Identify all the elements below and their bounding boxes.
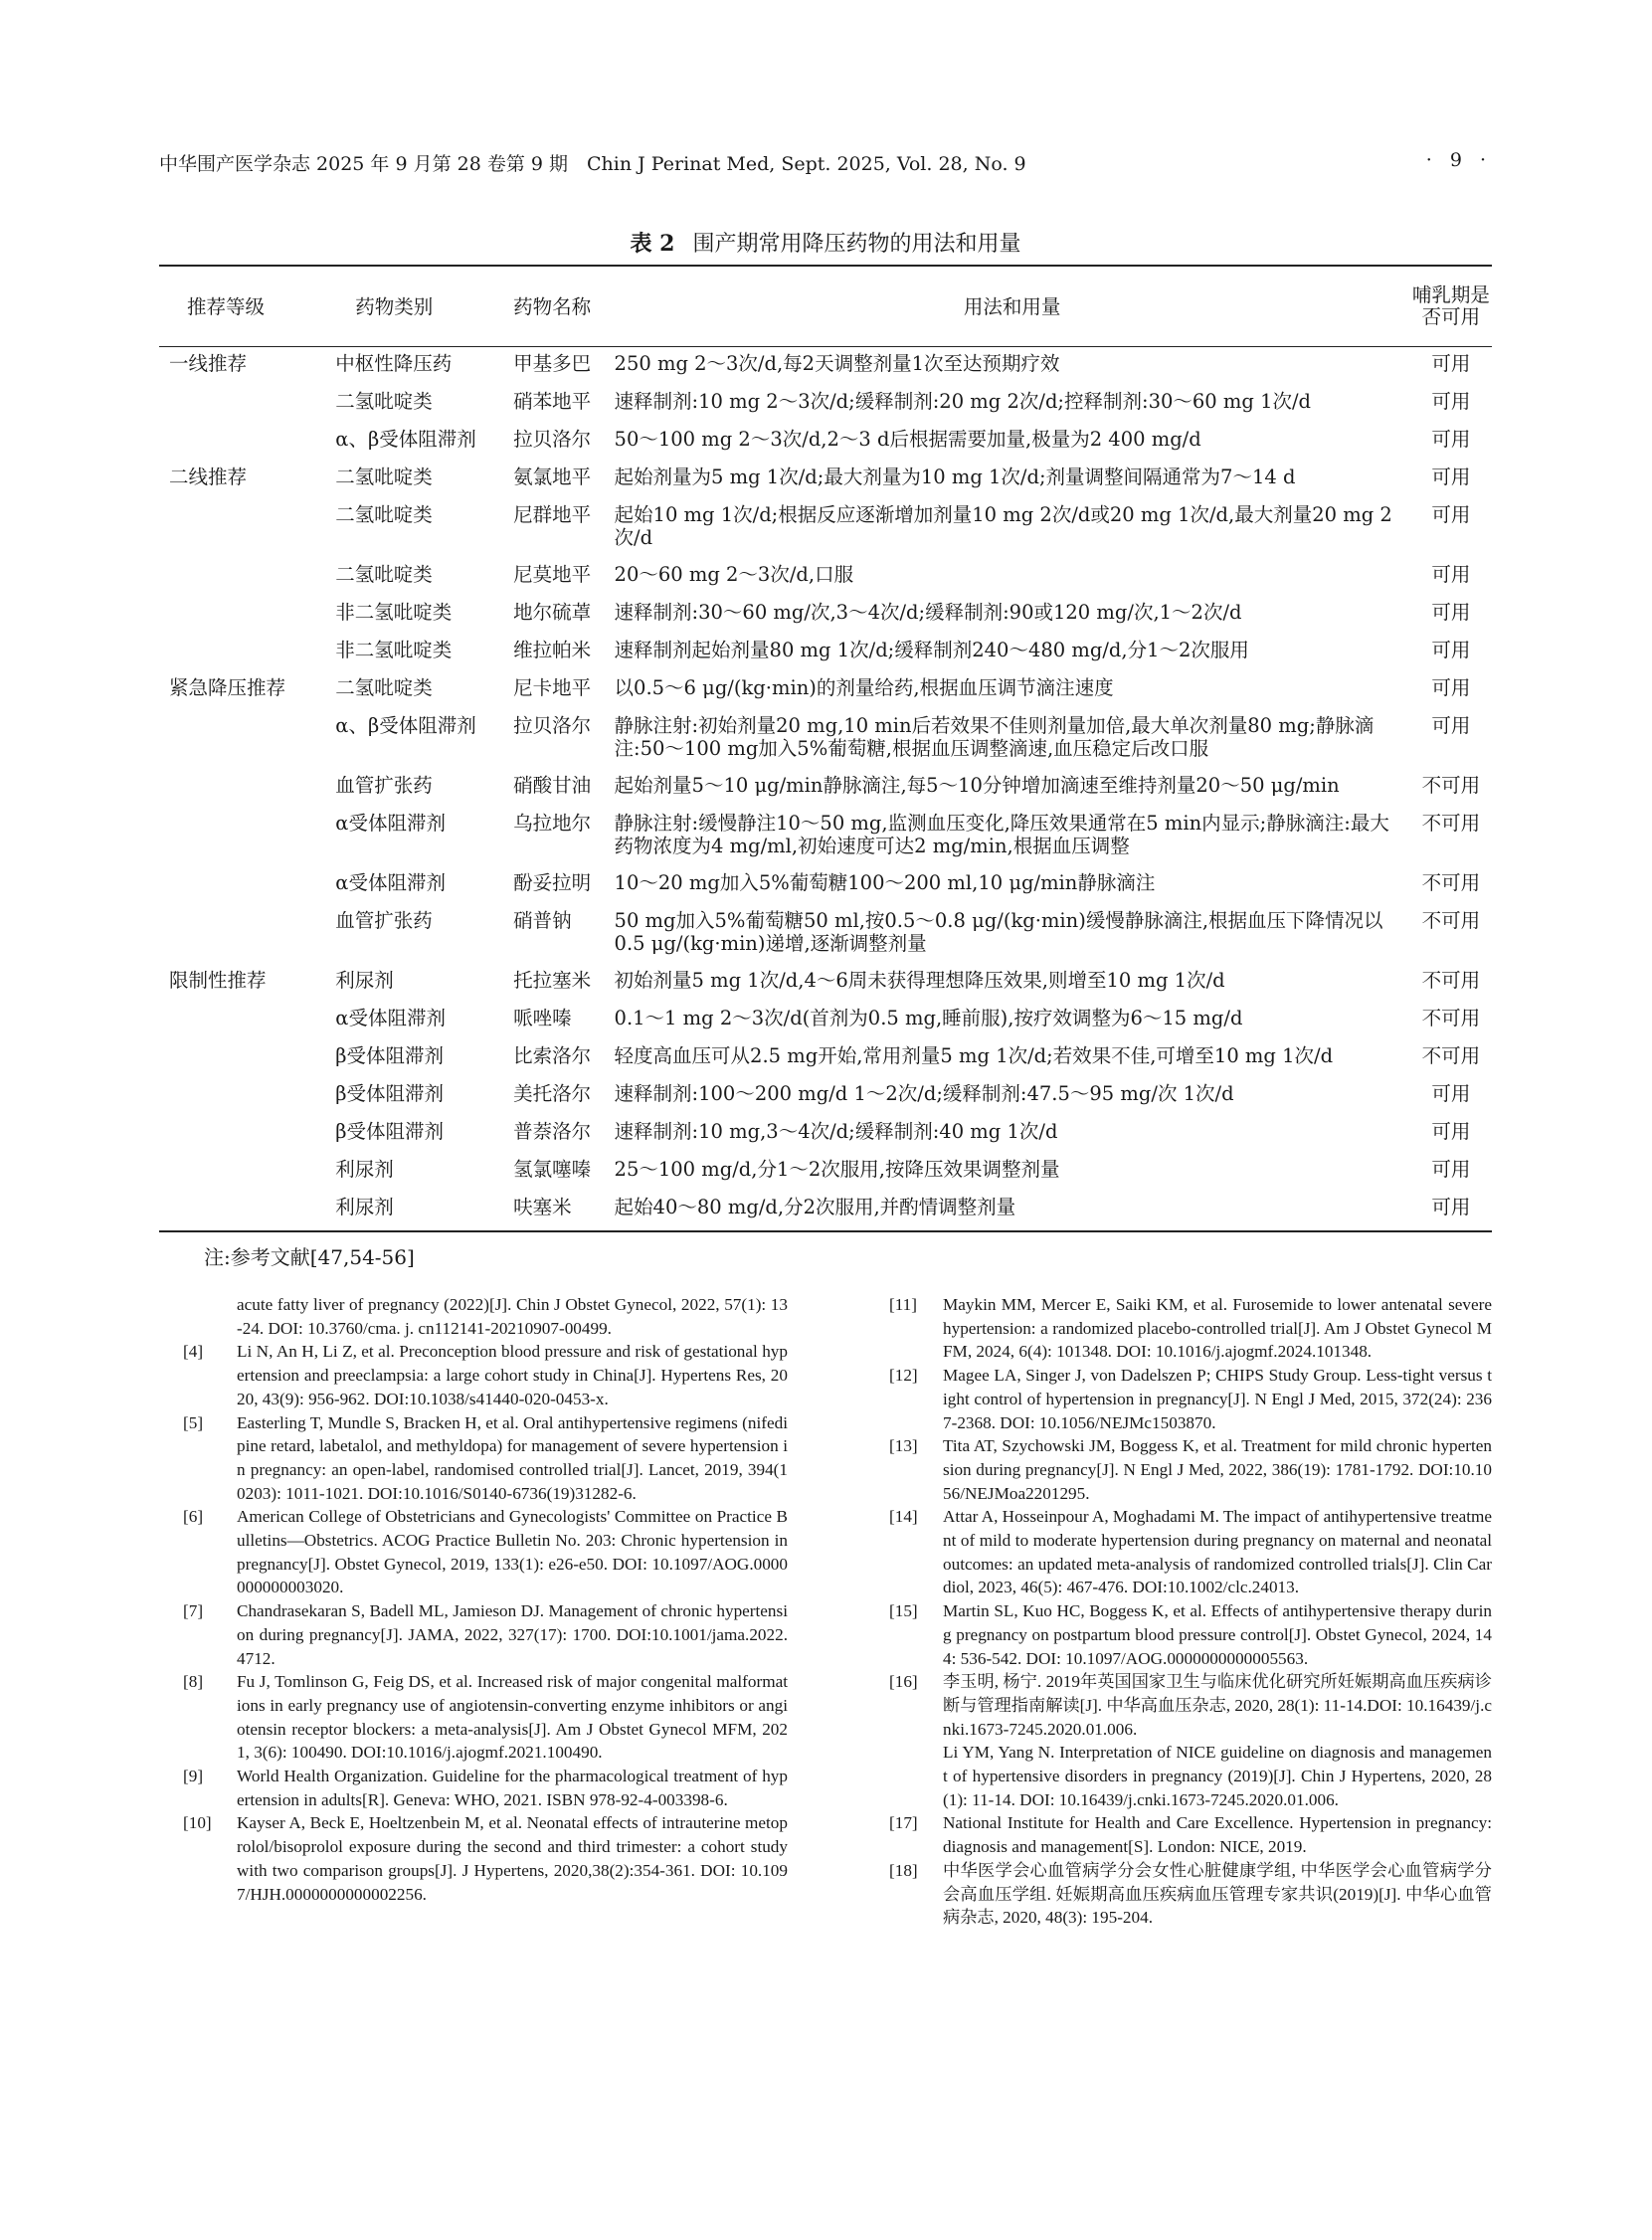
running-header [159, 149, 1492, 179]
cell-drug-class: 二氢吡啶类 [335, 503, 433, 526]
cell-usage: 轻度高血压可从2.5 mg开始,常用剂量5 mg 1次/d;若效果不佳,可增至10 mg 1次/d [614, 1044, 1334, 1067]
cell-usage: 静脉注射:缓慢静注10～50 mg,监测血压变化,降压效果通常在5 min内显示;静脉滴注:最大药物浓度为4 mg/ml,初始速度可达2 mg/min,根据血压调整 [614, 812, 1389, 857]
reference-text: Kayser A, Beck E, Hoeltzenbein M, et al. Neonatal effects of intrauterine metoprolol/bisoprolol exposure during the second and third trimester: a cohort study with two comparison groups[J]. J Hypertens, 2020,38(2):354-361. DOI: 10.1097/HJH.0000000000002256. [237, 1813, 788, 1904]
cell-drug-name: 比索洛尔 [513, 1044, 592, 1067]
reference-text: acute fatty liver of pregnancy (2022)[J]. Chin J Obstet Gynecol, 2022, 57(1): 13-24. DOI: 10.3760/cma. j. cn112141-20210907-00499. [237, 1295, 788, 1338]
reference-item [159, 1505, 788, 1599]
cell-level [159, 497, 335, 557]
cell-breastfeeding: 可用 [1431, 1120, 1471, 1143]
dosage-table [159, 267, 1492, 1227]
cell-drug-class: 中枢性降压药 [335, 352, 453, 375]
reference-number: [6] [183, 1507, 204, 1527]
reference-item [865, 1670, 1492, 1741]
table-number: 表 2 [630, 231, 675, 257]
reference-number: [18] [889, 1860, 918, 1880]
table-row [159, 1190, 1492, 1227]
cell-drug-name: 尼群地平 [513, 503, 592, 526]
cell-breastfeeding: 可用 [1431, 503, 1471, 526]
table-row [159, 768, 1492, 806]
cell-usage: 0.1～1 mg 2～3次/d(首剂为0.5 mg,睡前服),按疗效调整为6～15 mg/d [614, 1007, 1243, 1029]
table-row [159, 670, 1492, 708]
cell-breastfeeding: 可用 [1431, 428, 1471, 451]
cell-drug-name: 硝普钠 [513, 909, 572, 932]
cell-drug-name: 地尔硫䓬 [513, 601, 592, 624]
cell-usage: 20～60 mg 2～3次/d,口服 [614, 563, 854, 586]
cell-level [159, 595, 335, 633]
table-caption [159, 227, 1492, 258]
reference-number: [4] [183, 1342, 204, 1362]
cell-breastfeeding: 不可用 [1421, 1044, 1481, 1067]
cell-breastfeeding: 可用 [1431, 352, 1471, 375]
cell-level: 限制性推荐 [169, 969, 267, 992]
reference-number: [15] [889, 1601, 918, 1621]
cell-breastfeeding: 不可用 [1421, 909, 1481, 932]
cell-drug-name: 尼莫地平 [513, 563, 592, 586]
cell-usage: 起始40～80 mg/d,分2次服用,并酌情调整剂量 [614, 1196, 1016, 1218]
cell-usage: 起始剂量5～10 μg/min静脉滴注,每5～10分钟增加滴速至维持剂量20～50 μg/min [614, 774, 1340, 797]
table-row [159, 346, 1492, 384]
cell-breastfeeding: 不可用 [1421, 871, 1481, 894]
reference-text: Tita AT, Szychowski JM, Boggess K, et al. Treatment for mild chronic hypertension during pregnancy[J]. N Engl J Med, 2022, 386(19): 1781-1792. DOI:10.1056/NEJMoa2201295. [943, 1436, 1492, 1503]
reference-item [865, 1505, 1492, 1599]
cell-level [159, 768, 335, 806]
cell-drug-class: 二氢吡啶类 [335, 676, 433, 699]
cell-level: 一线推荐 [169, 352, 248, 375]
cell-level [159, 1001, 335, 1038]
cell-level [159, 806, 335, 865]
cell-level [159, 1152, 335, 1190]
cell-usage: 速释制剂:10 mg 2～3次/d;缓释制剂:20 mg 2次/d;控释制剂:30～60 mg 1次/d [614, 390, 1312, 413]
reference-text: National Institute for Health and Care Excellence. Hypertension in pregnancy: diagnosis and management[S]. London: NICE, 2019. [943, 1813, 1492, 1857]
reference-number: [9] [183, 1767, 204, 1786]
cell-drug-name: 硝苯地平 [513, 390, 592, 413]
cell-usage: 50～100 mg 2～3次/d,2～3 d后根据需要加量,极量为2 400 mg/d [614, 428, 1201, 451]
table-header-row [159, 267, 1492, 346]
cell-drug-name: 乌拉地尔 [513, 812, 592, 835]
reference-item [159, 1811, 788, 1906]
column-header-usage: 用法和用量 [963, 294, 1061, 318]
reference-text: Attar A, Hosseinpour A, Moghadami M. The impact of antihypertensive treatment of mild to moderate hypertension during pregnancy on maternal and neonatal outcomes: an updated meta-analysis of randomized controlled trials[J]. Clin Cardiol, 2023, 46(5): 467-476. DOI:10.1002/clc.24013. [943, 1507, 1492, 1597]
cell-usage: 10～20 mg加入5%葡萄糖100～200 ml,10 μg/min静脉滴注 [614, 871, 1156, 894]
cell-breastfeeding: 可用 [1431, 466, 1471, 488]
reference-number: [5] [183, 1412, 204, 1432]
cell-drug-name: 拉贝洛尔 [513, 428, 592, 451]
reference-item [159, 1340, 788, 1410]
cell-drug-class: α、β受体阻滞剂 [335, 714, 476, 737]
cell-breastfeeding: 可用 [1431, 390, 1471, 413]
cell-drug-class: 二氢吡啶类 [335, 390, 433, 413]
table-row [159, 708, 1492, 768]
table-row [159, 1038, 1492, 1076]
reference-item [159, 1599, 788, 1670]
table-row [159, 460, 1492, 497]
cell-breastfeeding: 可用 [1431, 1158, 1471, 1181]
reference-item [159, 1411, 788, 1506]
cell-drug-class: α受体阻滞剂 [335, 812, 446, 835]
cell-drug-name: 酚妥拉明 [513, 871, 592, 894]
cell-drug-class: α受体阻滞剂 [335, 1007, 446, 1029]
reference-item [865, 1364, 1492, 1434]
cell-usage: 速释制剂:30～60 mg/次,3～4次/d;缓释制剂:90或120 mg/次,1～2次/d [614, 601, 1242, 624]
table-body [159, 346, 1492, 1227]
cell-breastfeeding: 可用 [1431, 676, 1471, 699]
journal-citation: 中华围产医学杂志 2025 年 9 月第 28 卷第 9 期 Chin J Perinat Med, Sept. 2025, Vol. 28, No. 9 [159, 153, 1026, 175]
cell-drug-class: 利尿剂 [335, 1158, 394, 1181]
cell-breastfeeding: 不可用 [1421, 1007, 1481, 1029]
column-header-name: 药物名称 [513, 294, 592, 318]
cell-level [159, 708, 335, 768]
cell-drug-name: 托拉塞米 [513, 969, 592, 992]
table-row [159, 865, 1492, 903]
reference-number: [10] [183, 1813, 212, 1833]
reference-number: [16] [889, 1672, 918, 1692]
reference-text: American College of Obstetricians and Gynecologists' Committee on Practice Bulletins—Obstetrics. ACOG Practice Bulletin No. 203: Chronic hypertension in pregnancy[J]. Obstet Gynecol, 2019, 133(1): e26-e50. DOI: 10.1097/AOG.0000000000003020. [237, 1507, 788, 1597]
cell-level [159, 1114, 335, 1152]
cell-level [159, 1076, 335, 1114]
reference-item [865, 1599, 1492, 1670]
cell-breastfeeding: 不可用 [1421, 812, 1481, 835]
reference-number: [14] [889, 1507, 918, 1527]
cell-drug-class: β受体阻滞剂 [335, 1120, 445, 1143]
table-row [159, 557, 1492, 595]
table-row [159, 903, 1492, 963]
reference-item [159, 1670, 788, 1765]
cell-drug-class: 二氢吡啶类 [335, 563, 433, 586]
reference-text: Martin SL, Kuo HC, Boggess K, et al. Effects of antihypertensive therapy during pregnancy on postpartum blood pressure control[J]. Obstet Gynecol, 2024, 144: 536-542. DOI: 10.1097/AOG.0000000000005563. [943, 1601, 1492, 1668]
column-header-level: 推荐等级 [187, 294, 266, 318]
cell-level [159, 865, 335, 903]
reference-number: [13] [889, 1436, 918, 1456]
cell-level [159, 422, 335, 460]
cell-drug-name: 普萘洛尔 [513, 1120, 592, 1143]
table-row [159, 595, 1492, 633]
cell-drug-class: 血管扩张药 [335, 909, 433, 932]
table-row [159, 1152, 1492, 1190]
cell-breastfeeding: 可用 [1431, 639, 1471, 661]
cell-drug-name: 维拉帕米 [513, 639, 592, 661]
reference-number: [7] [183, 1601, 204, 1621]
cell-usage: 以0.5～6 μg/(kg·min)的剂量给药,根据血压调节滴注速度 [614, 676, 1114, 699]
reference-text: Maykin MM, Mercer E, Saiki KM, et al. Furosemide to lower antenatal severe hypertension: a randomized placebo-controlled trial[J]. Am J Obstet Gynecol MFM, 2024, 6(4): 101348. DOI: 10.1016/j.ajogmf.2024.101348. [943, 1295, 1492, 1362]
table-row [159, 963, 1492, 1001]
table-row [159, 384, 1492, 422]
column-header-breastfeeding: 哺乳期是否可用 [1411, 283, 1490, 328]
cell-drug-class: 非二氢吡啶类 [335, 639, 453, 661]
cell-level [159, 557, 335, 595]
cell-drug-name: 美托洛尔 [513, 1082, 592, 1105]
cell-drug-class: α、β受体阻滞剂 [335, 428, 476, 451]
reference-number: [8] [183, 1672, 204, 1692]
cell-drug-class: 非二氢吡啶类 [335, 601, 453, 624]
cell-breastfeeding: 不可用 [1421, 969, 1481, 992]
reference-number: [11] [889, 1295, 917, 1314]
table-row [159, 633, 1492, 670]
cell-drug-class: 血管扩张药 [335, 774, 433, 797]
cell-usage: 起始剂量为5 mg 1次/d;最大剂量为10 mg 1次/d;剂量调整间隔通常为7～14 d [614, 466, 1296, 488]
cell-drug-class: β受体阻滞剂 [335, 1044, 445, 1067]
cell-usage: 速释制剂:100～200 mg/d 1～2次/d;缓释制剂:47.5～95 mg/次 1次/d [614, 1082, 1234, 1105]
cell-usage: 初始剂量5 mg 1次/d,4～6周未获得理想降压效果,则增至10 mg 1次/d [614, 969, 1225, 992]
cell-breastfeeding: 不可用 [1421, 774, 1481, 797]
reference-item [865, 1811, 1492, 1858]
cell-drug-class: 二氢吡啶类 [335, 466, 433, 488]
cell-breastfeeding: 可用 [1431, 1196, 1471, 1218]
table-row [159, 1076, 1492, 1114]
reference-item [159, 1765, 788, 1811]
cell-breastfeeding: 可用 [1431, 714, 1471, 737]
table-row [159, 497, 1492, 557]
cell-breastfeeding: 可用 [1431, 563, 1471, 586]
cell-usage: 50 mg加入5%葡萄糖50 ml,按0.5～0.8 μg/(kg·min)缓慢静脉滴注,根据血压下降情况以0.5 μg/(kg·min)递增,逐渐调整剂量 [614, 909, 1383, 955]
cell-drug-class: 利尿剂 [335, 969, 394, 992]
table-title: 围产期常用降压药物的用法和用量 [692, 232, 1021, 257]
cell-level [159, 903, 335, 963]
table-row [159, 422, 1492, 460]
cell-level: 二线推荐 [169, 466, 248, 488]
cell-level: 紧急降压推荐 [169, 676, 286, 699]
cell-usage: 静脉注射:初始剂量20 mg,10 min后若效果不佳则剂量加倍,最大单次剂量80 mg;静脉滴注:50～100 mg加入5%葡萄糖,根据血压调整滴速,血压稳定后改口服 [614, 714, 1375, 760]
cell-usage: 25～100 mg/d,分1～2次服用,按降压效果调整剂量 [614, 1158, 1060, 1181]
cell-breastfeeding: 可用 [1431, 601, 1471, 624]
reference-text: Li YM, Yang N. Interpretation of NICE guideline on diagnosis and management of hypertensive disorders in pregnancy (2019)[J]. Chin J Hypertens, 2020, 28(1): 11-14. DOI: 10.16439/j.cnki.1673-7245.2020.01.006. [943, 1743, 1492, 1809]
cell-drug-name: 硝酸甘油 [513, 774, 592, 797]
cell-drug-class: β受体阻滞剂 [335, 1082, 445, 1105]
cell-drug-name: 氨氯地平 [513, 466, 592, 488]
reference-text: 李玉明, 杨宁. 2019年英国国家卫生与临床优化研究所妊娠期高血压疾病诊断与管理指南解读[J]. 中华高血压杂志, 2020, 28(1): 11-14.DOI: 10.16439/j.cnki.1673-7245.2020.01.006. [943, 1672, 1492, 1739]
cell-drug-name: 拉贝洛尔 [513, 714, 592, 737]
cell-level [159, 1038, 335, 1076]
reference-item [865, 1741, 1492, 1811]
cell-usage: 速释制剂:10 mg,3～4次/d;缓释制剂:40 mg 1次/d [614, 1120, 1058, 1143]
cell-drug-class: 利尿剂 [335, 1196, 394, 1218]
reference-text: 中华医学会心血管病学分会女性心脏健康学组, 中华医学会心血管病学分会高血压学组. 妊娠期高血压疾病血压管理专家共识(2019)[J]. 中华心血管病杂志, 2020, 48(3): 195-204. [943, 1860, 1492, 1928]
cell-level [159, 633, 335, 670]
reference-text: Li N, An H, Li Z, et al. Preconception blood pressure and risk of gestational hypertension and preeclampsia: a large cohort study in China[J]. Hypertens Res, 2020, 43(9): 956-962. DOI:10.1038/s41440-020-0453-x. [237, 1342, 788, 1408]
references-right-column [865, 1293, 1492, 1930]
table-row [159, 806, 1492, 865]
reference-item [865, 1293, 1492, 1364]
column-header-class: 药物类别 [355, 294, 434, 318]
table-row [159, 1001, 1492, 1038]
reference-number: [12] [889, 1366, 918, 1386]
cell-drug-name: 哌唑嗪 [513, 1007, 572, 1029]
reference-text: World Health Organization. Guideline for the pharmacological treatment of hypertension in adults[R]. Geneva: WHO, 2021. ISBN 978-92-4-003398-6. [237, 1767, 788, 1809]
reference-text: Fu J, Tomlinson G, Feig DS, et al. Increased risk of major congenital malformations in early pregnancy use of angiotensin-converting enzyme inhibitors or angiotensin receptor blockers: a meta-analysis[J]. Am J Obstet Gynecol MFM, 2021, 3(6): 100490. DOI:10.1016/j.ajogmf.2021.100490. [237, 1672, 788, 1763]
cell-level [159, 1190, 335, 1227]
page-number: · 9 · [1425, 149, 1492, 171]
reference-text: Easterling T, Mundle S, Bracken H, et al. Oral antihypertensive regimens (nifedipine retard, labetalol, and methyldopa) for management of severe hypertension in pregnancy: an open-label, randomised controlled trial[J]. Lancet, 2019, 394(10203): 1011-1021. DOI:10.1016/S0140-6736(19)31282-6. [237, 1412, 788, 1503]
cell-drug-class: α受体阻滞剂 [335, 871, 446, 894]
reference-number: [17] [889, 1813, 918, 1833]
cell-usage: 250 mg 2～3次/d,每2天调整剂量1次至达预期疗效 [614, 352, 1060, 375]
cell-usage: 起始10 mg 1次/d;根据反应逐渐增加剂量10 mg 2次/d或20 mg 1次/d,最大剂量20 mg 2次/d [614, 503, 1392, 549]
reference-item [865, 1434, 1492, 1505]
cell-drug-name: 尼卡地平 [513, 676, 592, 699]
references-left-column [159, 1293, 788, 1906]
reference-text: Chandrasekaran S, Badell ML, Jamieson DJ. Management of chronic hypertension during pregnancy[J]. JAMA, 2022, 327(17): 1700. DOI:10.1001/jama.2022.4712. [237, 1601, 788, 1668]
cell-usage: 速释制剂起始剂量80 mg 1次/d;缓释制剂240～480 mg/d,分1～2次服用 [614, 639, 1249, 661]
cell-level [159, 384, 335, 422]
reference-text: Magee LA, Singer J, von Dadelszen P; CHIPS Study Group. Less-tight versus tight control of hypertension in pregnancy[J]. N Engl J Med, 2015, 372(24): 2367-2368. DOI: 10.1056/NEJMc1503870. [943, 1366, 1492, 1432]
cell-drug-name: 呋塞米 [513, 1196, 572, 1218]
reference-item [865, 1859, 1492, 1930]
cell-drug-name: 甲基多巴 [513, 352, 592, 375]
table-row [159, 1114, 1492, 1152]
table-bottom-rule [159, 1230, 1492, 1232]
cell-drug-name: 氢氯噻嗪 [513, 1158, 592, 1181]
table-note: 注:参考文献[47,54-56] [204, 1245, 415, 1269]
cell-breastfeeding: 可用 [1431, 1082, 1471, 1105]
reference-item [159, 1293, 788, 1340]
